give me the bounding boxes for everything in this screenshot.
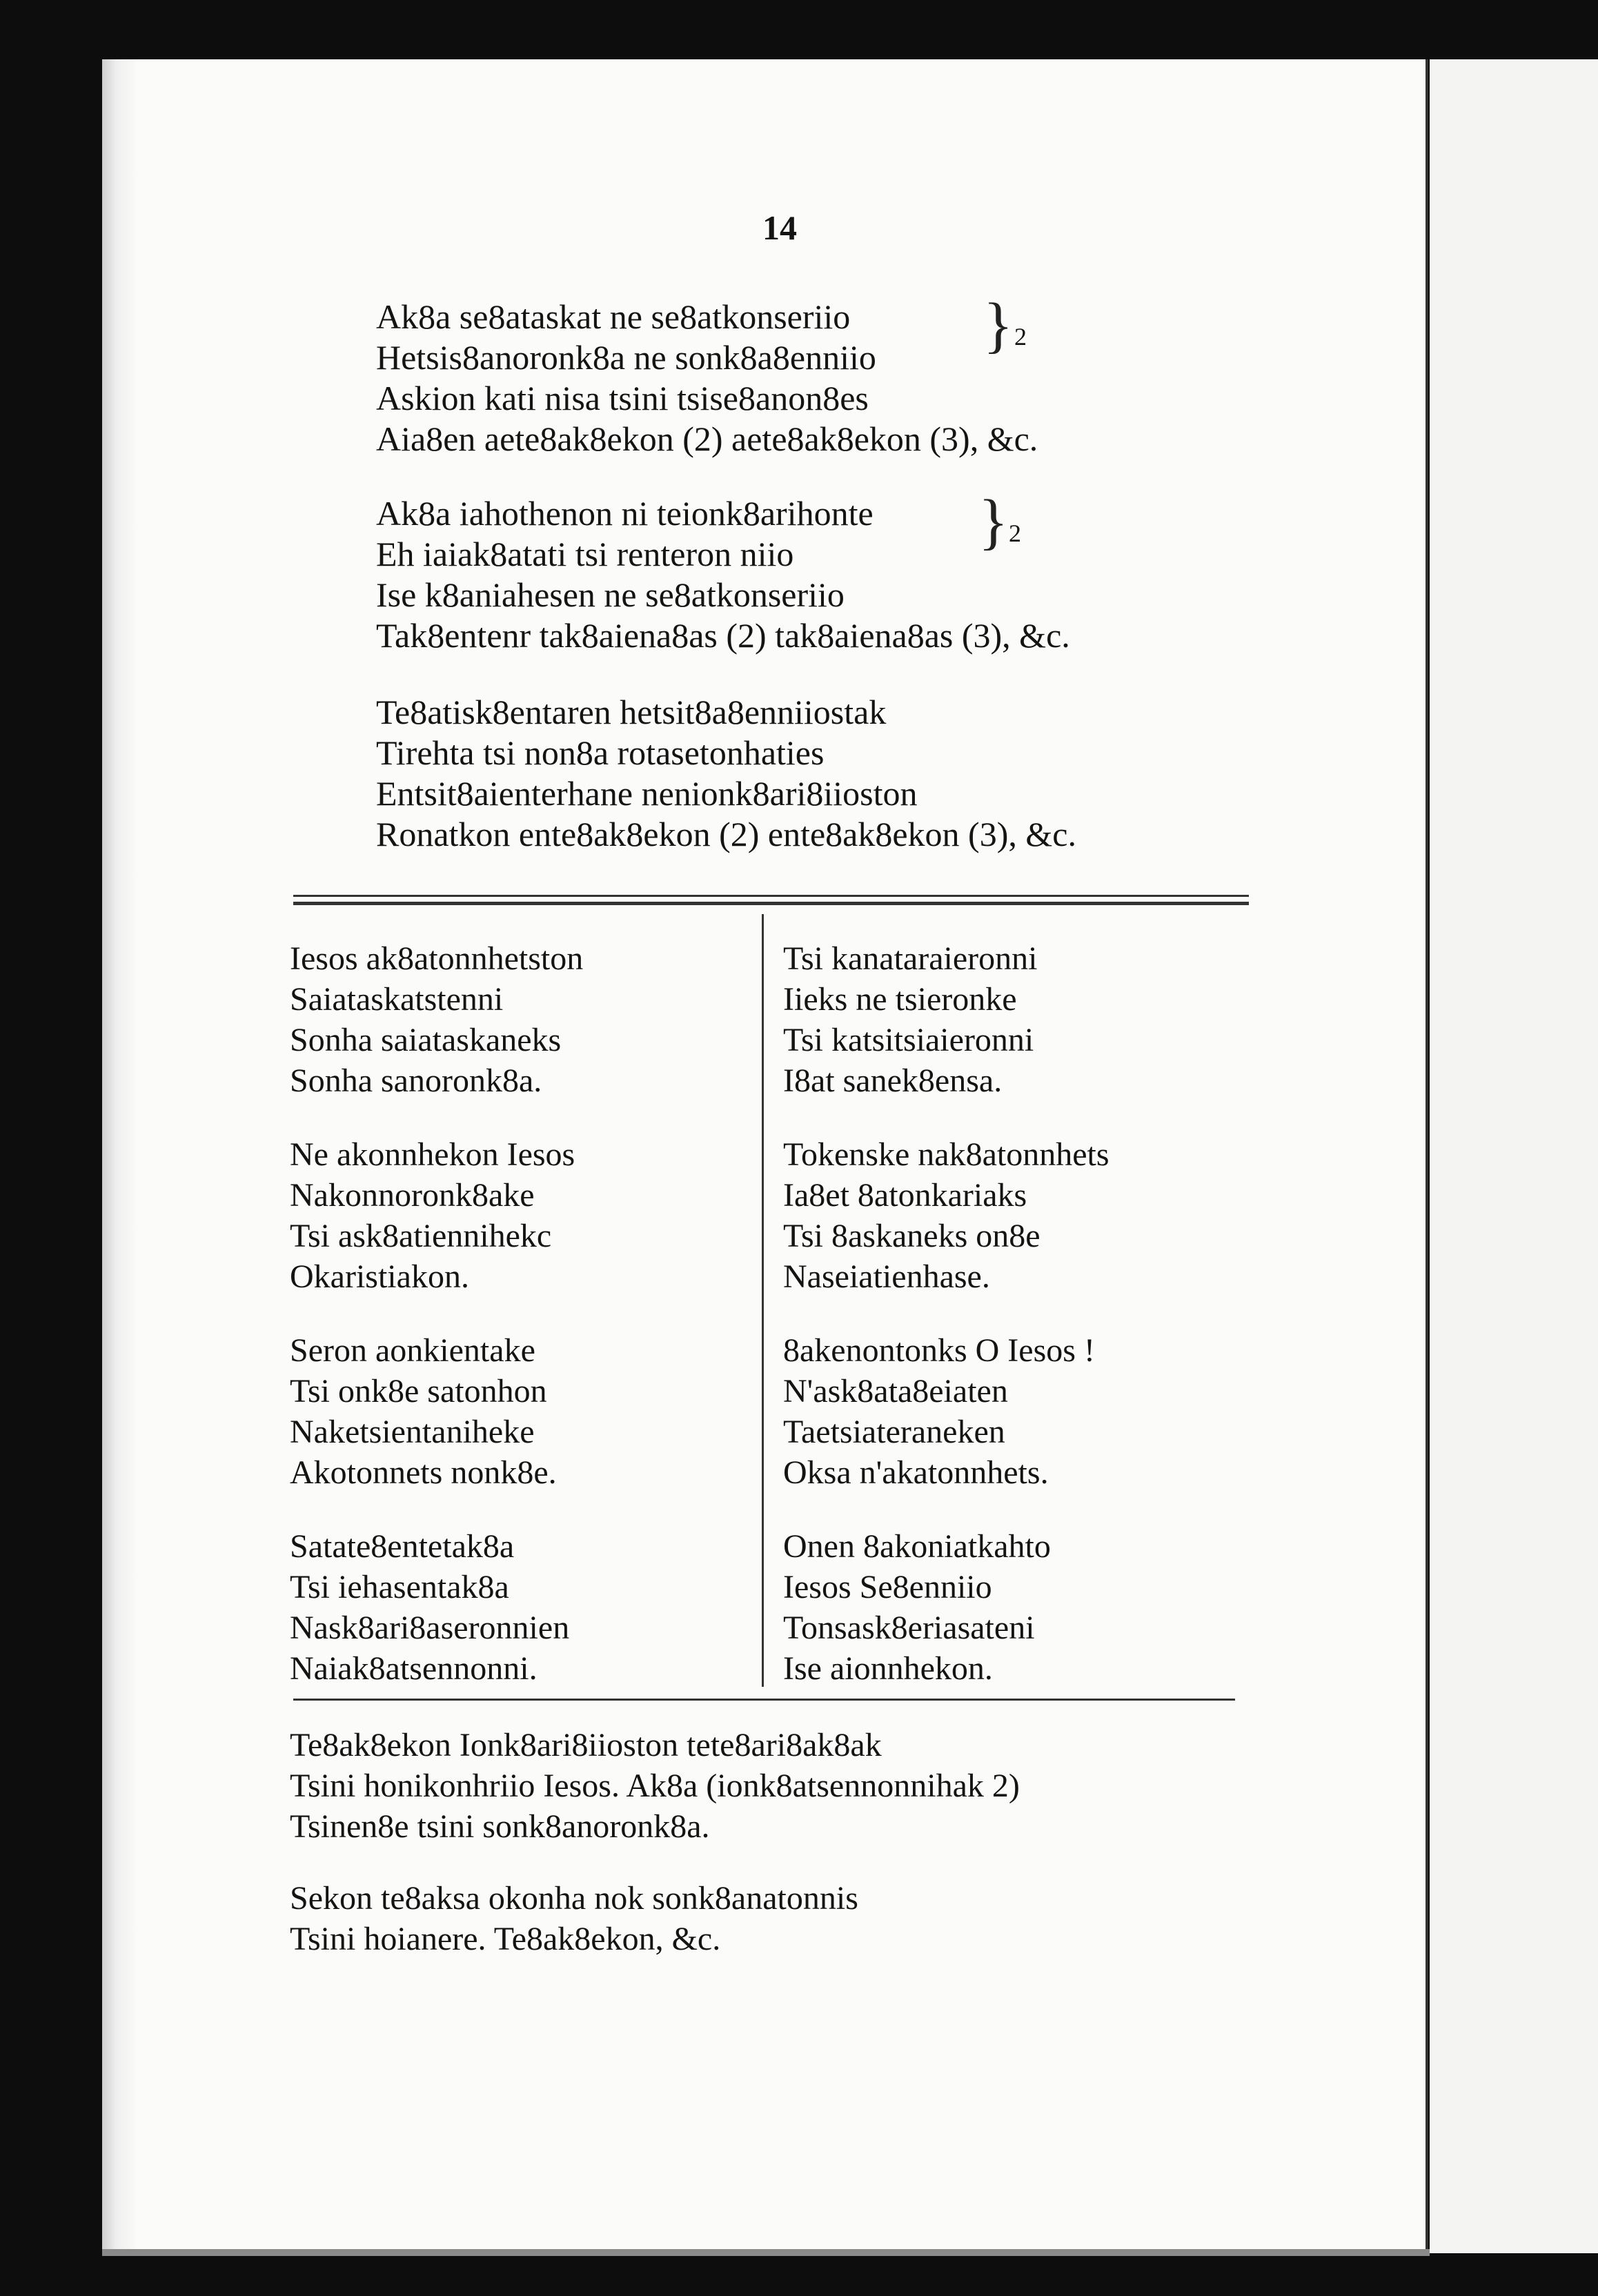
closing-stanza-1 (290, 1725, 1020, 1847)
stanza-line: Hetsis8anoronk8a ne sonk8a8enniio (376, 338, 876, 377)
verse-line: Iesos Se8enniio (783, 1569, 992, 1605)
stanza-line: Te8atisk8entaren hetsit8a8enniiostak (376, 693, 887, 731)
repeat-brace: } (978, 488, 1009, 556)
stanza-line: Askion kati nisa tsini tsise8anon8es (376, 379, 869, 417)
stanza-line: Aia8en aete8ak8ekon (2) aete8ak8ekon (3), &c. (376, 419, 1038, 458)
verse-line: I8at sanek8ensa. (783, 1062, 1003, 1099)
verse-line: Tsi 8askaneks on8e (783, 1218, 1040, 1254)
verse-line: Naiak8atsennonni. (290, 1650, 537, 1687)
verse (783, 1330, 1252, 1493)
verse-line: Tokenske nak8atonnhets (783, 1136, 1109, 1173)
verse-line: Seron aonkientake (290, 1332, 535, 1369)
stanza-line: Entsit8aienterhane nenionk8ari8iioston (376, 774, 918, 813)
verse-line: Taetsiateraneken (783, 1414, 1005, 1450)
page-bottom-edge (102, 2249, 1430, 2256)
repeat-mark: 2 (1014, 323, 1027, 350)
verse-line: Iesos ak8atonnhetston (290, 940, 584, 977)
stanza-line: Ak8a iahothenon ni teionk8arihonte (376, 494, 874, 533)
closing-stanza-2 (290, 1878, 858, 1959)
divider-rule (293, 902, 1249, 905)
verse-line: Akotonnets nonk8e. (290, 1454, 557, 1491)
stanza-line: Tsinen8e tsini sonk8anoronk8a. (290, 1808, 710, 1845)
verse-line: Tsi iehasentak8a (290, 1569, 509, 1605)
verse (783, 938, 1252, 1101)
verse-line: Naketsientaniheke (290, 1414, 535, 1450)
verse-line: Naseiatienhase. (783, 1258, 990, 1295)
verse-line: Sonha sanoronk8a. (290, 1062, 542, 1099)
stanza-line: Tsini hoianere. Te8ak8ekon, &c. (290, 1921, 721, 1957)
verse-line: Tsi katsitsiaieronni (783, 1022, 1034, 1058)
verse-line: Nask8ari8aseronnien (290, 1610, 570, 1646)
stanza-1 (376, 291, 1038, 459)
stanza-2 (376, 488, 1070, 656)
verse (290, 1330, 759, 1493)
verse-line: Saiataskatstenni (290, 981, 504, 1018)
divider-rule (293, 895, 1249, 897)
verse-line: Ise aionnhekon. (783, 1650, 993, 1687)
verse (783, 1134, 1252, 1297)
stanza-line: Tirehta tsi non8a rotasetonhaties (376, 733, 825, 772)
verse-line: Oksa n'akatonnhets. (783, 1454, 1049, 1491)
stanza-line: Ronatkon ente8ak8ekon (2) ente8ak8ekon (3), &c. (376, 815, 1076, 853)
verse-line: Tonsask8eriasateni (783, 1610, 1035, 1646)
stanza-line: Ise k8aniahesen ne se8atkonseriio (376, 575, 845, 614)
verse (290, 1526, 759, 1689)
verse-line: Satate8entetak8a (290, 1528, 515, 1565)
verse-line: Ne akonnhekon Iesos (290, 1136, 575, 1173)
verse-line: 8akenontonks O Iesos ! (783, 1332, 1095, 1369)
stanza-line: Te8ak8ekon Ionk8ari8iioston tete8ari8ak8ak (290, 1727, 882, 1763)
verse-line: Iieks ne tsieronke (783, 981, 1017, 1018)
facing-page (1430, 59, 1598, 2253)
stanza-3 (376, 692, 1076, 855)
verse-line: Tsi ask8atiennihekc (290, 1218, 552, 1254)
stanza-line: Sekon te8aksa okonha nok sonk8anatonnis (290, 1880, 858, 1917)
page-gutter (102, 59, 138, 2253)
stanza-line: Tsini honikonhriio Iesos. Ak8a (ionk8atsennonnihak 2) (290, 1768, 1020, 1804)
verse-line: Tsi onk8e satonhon (290, 1373, 547, 1409)
divider-rule (293, 1699, 1235, 1701)
verse (783, 1526, 1252, 1689)
page-number: 14 (762, 208, 797, 247)
page-edge (1426, 59, 1428, 2253)
repeat-brace: } (983, 291, 1014, 359)
verse (290, 1134, 759, 1297)
verse-line: Tsi kanataraieronni (783, 940, 1038, 977)
repeat-mark: 2 (1009, 519, 1021, 547)
stanza-line: Tak8entenr tak8aiena8as (2) tak8aiena8as (3), &c. (376, 616, 1070, 655)
stanza-line: Ak8a se8ataskat ne se8atkonseriio (376, 297, 851, 336)
stanza-line: Eh iaiak8atati tsi renteron niio (376, 535, 794, 573)
verse-line: Ia8et 8atonkariaks (783, 1177, 1027, 1214)
verse-line: Onen 8akoniatkahto (783, 1528, 1051, 1565)
column-divider (762, 914, 764, 1687)
verse-line: Sonha saiataskaneks (290, 1022, 562, 1058)
left-column (290, 938, 759, 1722)
verse (290, 938, 759, 1101)
verse-line: N'ask8ata8eiaten (783, 1373, 1008, 1409)
right-column (783, 938, 1252, 1722)
verse-line: Okaristiakon. (290, 1258, 469, 1295)
verse-line: Nakonnoronk8ake (290, 1177, 535, 1214)
